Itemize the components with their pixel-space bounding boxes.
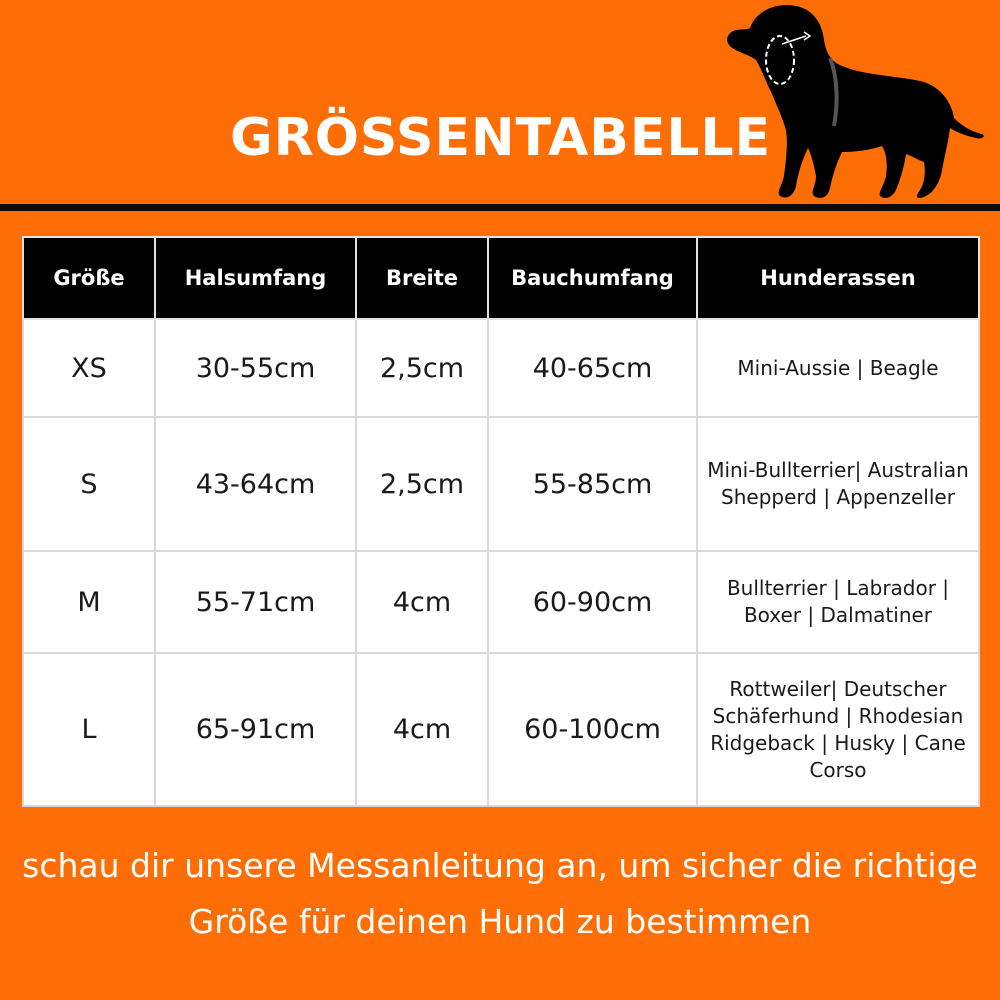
cell-neck: 43-64cm (155, 417, 356, 551)
cell-width: 2,5cm (356, 417, 488, 551)
cell-belly: 40-65cm (488, 319, 697, 417)
cell-neck: 30-55cm (155, 319, 356, 417)
header-cell-size: Größe (23, 237, 155, 319)
header-cell-width: Breite (356, 237, 488, 319)
header-cell-breeds: Hunderassen (697, 237, 979, 319)
header-cell-belly: Bauchumfang (488, 237, 697, 319)
table-row (23, 653, 979, 806)
dog-silhouette-icon (720, 0, 990, 205)
cell-belly: 55-85cm (488, 417, 697, 551)
cell-size: L (23, 653, 155, 806)
size-table (22, 236, 980, 807)
page-title: GRÖSSENTABELLE (230, 108, 772, 168)
cell-neck: 65-91cm (155, 653, 356, 806)
cell-breeds: Mini-Bullterrier| Australian Shepperd | Appenzeller (697, 417, 979, 551)
cell-breeds: Rottweiler| Deutscher Schäferhund | Rhodesian Ridgeback | Husky | Cane Corso (697, 653, 979, 806)
measuring-hint-text: schau dir unsere Messanleitung an, um sicher die richtige Größe für deinen Hund zu bestimmen (22, 846, 978, 941)
cell-size: XS (23, 319, 155, 417)
cell-size: M (23, 551, 155, 653)
cell-breeds: Mini-Aussie | Beagle (697, 319, 979, 417)
cell-size: S (23, 417, 155, 551)
table-header-row (23, 237, 979, 319)
table-row (23, 417, 979, 551)
cell-width: 2,5cm (356, 319, 488, 417)
table-row (23, 551, 979, 653)
divider-line (0, 204, 1000, 211)
table-row (23, 319, 979, 417)
cell-belly: 60-90cm (488, 551, 697, 653)
header-cell-neck: Halsumfang (155, 237, 356, 319)
cell-width: 4cm (356, 653, 488, 806)
cell-breeds: Bullterrier | Labrador | Boxer | Dalmatiner (697, 551, 979, 653)
cell-width: 4cm (356, 551, 488, 653)
cell-belly: 60-100cm (488, 653, 697, 806)
cell-neck: 55-71cm (155, 551, 356, 653)
